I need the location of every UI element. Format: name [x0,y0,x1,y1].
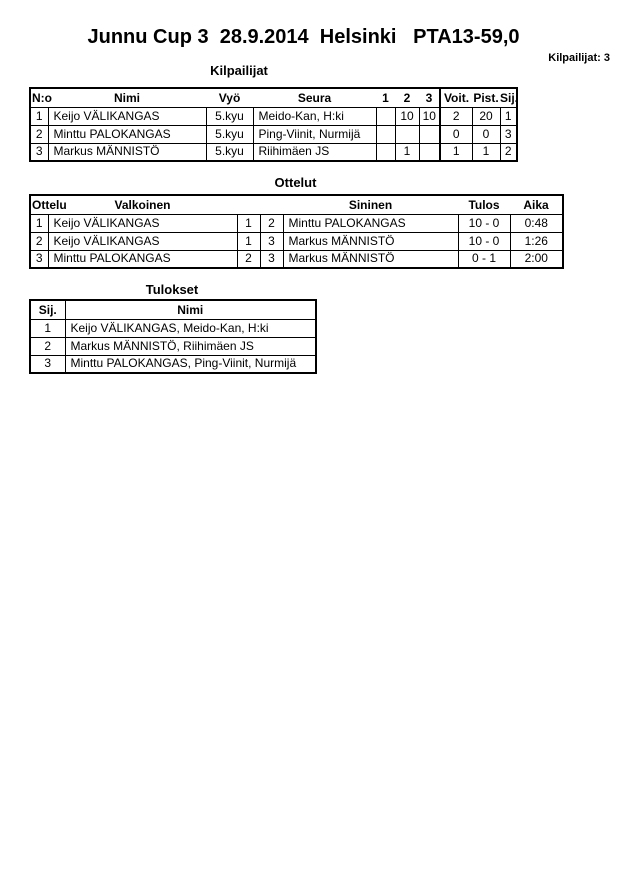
table-row [30,355,316,373]
result-name: Keijo VÄLIKANGAS, Meido-Kan, H:ki [65,319,316,337]
col-header-seura: Seura [253,88,376,107]
match-number: 1 [30,214,48,232]
col-header-vyo: Vyö [206,88,253,107]
competitor-count: Kilpailijat: 3 [548,52,610,64]
table-row [30,214,563,232]
blue-competitor: Minttu PALOKANGAS [283,214,458,232]
wins-value: 1 [440,143,472,161]
score-round2: 1 [395,143,419,161]
match-time: 2:00 [510,250,563,268]
col-header-round2: 2 [395,88,419,107]
blue-number: 2 [260,214,283,232]
col-header-round1: 1 [376,88,395,107]
white-competitor: Keijo VÄLIKANGAS [48,214,237,232]
result-placement: 1 [30,319,65,337]
col-header-pist: Pist. [472,88,500,107]
ottelut-table [29,194,564,269]
table-row [30,143,517,161]
col-header-sij: Sij. [30,300,65,319]
document-title: Junnu Cup 3 28.9.2014 Helsinki PTA13-59,0 [87,26,520,48]
col-header-sij: Sij. [500,88,517,107]
section-heading-tulokset: Tulokset [145,282,199,297]
match-result: 10 - 0 [458,232,510,250]
white-competitor: Minttu PALOKANGAS [48,250,237,268]
col-header-aika: Aika [510,195,563,214]
col-header-blue-number [260,195,283,214]
competitor-club: Riihimäen JS [253,143,376,161]
competitor-name: Minttu PALOKANGAS [48,125,206,143]
white-number: 1 [237,214,260,232]
placement-value: 2 [500,143,517,161]
points-value: 0 [472,125,500,143]
match-result: 0 - 1 [458,250,510,268]
score-round2 [395,125,419,143]
wins-value: 0 [440,125,472,143]
table-row [30,319,316,337]
kilpailijat-header-row [30,88,517,107]
match-number: 2 [30,232,48,250]
score-round3 [419,143,440,161]
section-heading-kilpailijat: Kilpailijat [210,63,268,78]
competitor-number: 1 [30,107,48,125]
table-row [30,232,563,250]
match-time: 0:48 [510,214,563,232]
col-header-round3: 3 [419,88,440,107]
result-placement: 2 [30,337,65,355]
score-round3: 10 [419,107,440,125]
blue-competitor: Markus MÄNNISTÖ [283,250,458,268]
result-placement: 3 [30,355,65,373]
blue-number: 3 [260,232,283,250]
table-row [30,125,517,143]
col-header-valkoinen: Valkoinen [48,195,237,214]
ottelut-header-row [30,195,563,214]
section-heading-ottelut: Ottelut [274,175,317,190]
points-value: 20 [472,107,500,125]
competitor-number: 2 [30,125,48,143]
col-header-tulos: Tulos [458,195,510,214]
table-row [30,337,316,355]
white-competitor: Keijo VÄLIKANGAS [48,232,237,250]
tulokset-header-row [30,300,316,319]
blue-number: 3 [260,250,283,268]
tulokset-table [29,299,317,374]
blue-competitor: Markus MÄNNISTÖ [283,232,458,250]
match-number: 3 [30,250,48,268]
col-header-nimi: Nimi [48,88,206,107]
wins-value: 2 [440,107,472,125]
white-number: 2 [237,250,260,268]
result-name: Markus MÄNNISTÖ, Riihimäen JS [65,337,316,355]
col-header-sininen: Sininen [283,195,458,214]
score-round1 [376,107,395,125]
match-time: 1:26 [510,232,563,250]
result-name: Minttu PALOKANGAS, Ping-Viinit, Nurmijä [65,355,316,373]
white-number: 1 [237,232,260,250]
competitor-number: 3 [30,143,48,161]
kilpailijat-table [29,87,518,162]
col-header-no: N:o [30,88,48,107]
col-header-nimi: Nimi [65,300,316,319]
col-header-white-number [237,195,260,214]
competitor-name: Markus MÄNNISTÖ [48,143,206,161]
competitor-club: Ping-Viinit, Nurmijä [253,125,376,143]
competitor-belt: 5.kyu [206,107,253,125]
score-round1 [376,125,395,143]
placement-value: 3 [500,125,517,143]
points-value: 1 [472,143,500,161]
score-round2: 10 [395,107,419,125]
table-row [30,250,563,268]
col-header-voit: Voit. [440,88,472,107]
competitor-belt: 5.kyu [206,125,253,143]
match-result: 10 - 0 [458,214,510,232]
table-row [30,107,517,125]
score-round1 [376,143,395,161]
col-header-ottelu: Ottelu [30,195,48,214]
competitor-club: Meido-Kan, H:ki [253,107,376,125]
placement-value: 1 [500,107,517,125]
competitor-belt: 5.kyu [206,143,253,161]
competitor-name: Keijo VÄLIKANGAS [48,107,206,125]
score-round3 [419,125,440,143]
